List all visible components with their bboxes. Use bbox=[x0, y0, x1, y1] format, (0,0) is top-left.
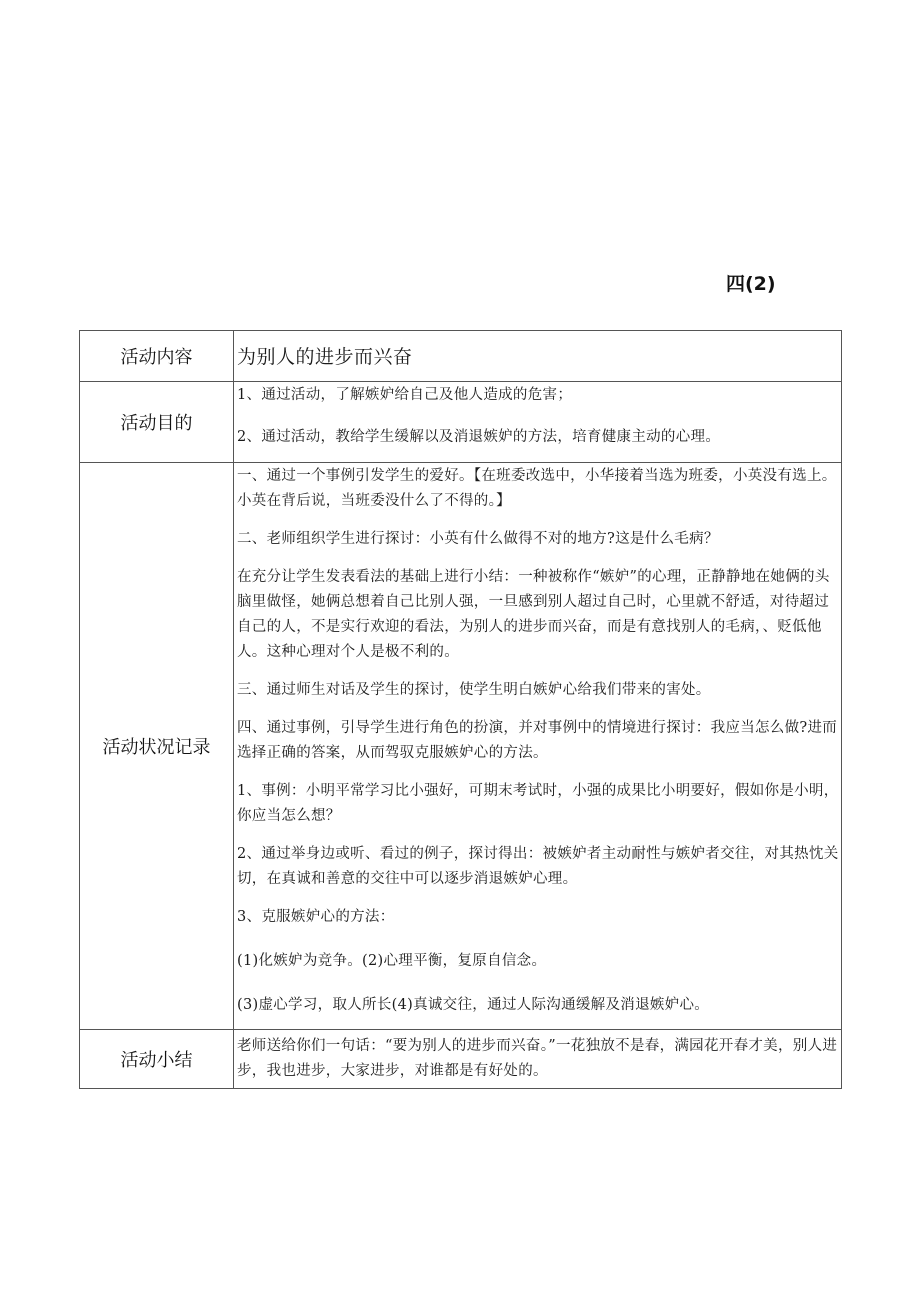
purpose-item: 1、通过活动，了解嫉妒给自己及他人造成的危害； bbox=[237, 387, 573, 403]
row-activity-purpose bbox=[80, 382, 842, 463]
label-activity-purpose: 活动目的 bbox=[80, 382, 234, 463]
record-paragraph: 一、通过一个事例引发学生的爱好。【在班委改选中，小华接着当选为班委，小英没有选上。小英在背后说，当班委没什么了不得的。】 bbox=[237, 468, 837, 509]
purpose-item: 2、通过活动，教给学生缓解以及消退嫉妒的方法，培育健康主动的心理。 bbox=[237, 429, 721, 445]
class-label: 四(2) bbox=[726, 273, 776, 295]
value-activity-summary bbox=[234, 1030, 842, 1089]
record-paragraph: 2、通过举身边或听、看过的例子，探讨得出：被嫉妒者主动耐性与嫉妒者交往，对其热忱关切，在真诚和善意的交往中可以逐步消退嫉妒心理。 bbox=[237, 846, 839, 887]
record-paragraph: 三、通过师生对话及学生的探讨，使学生明白嫉妒心给我们带来的害处。 bbox=[237, 682, 711, 698]
row-activity-content bbox=[80, 331, 842, 382]
record-paragraph: 在充分让学生发表看法的基础上进行小结：一种被称作“嫉妒”的心理，正静静地在她俩的头脑里做怪，她俩总想着自己比别人强，一旦感到别人超过自己时，心里就不舒适，对待超过自己的人，不是实行欢迎的看法，为别人的进步而兴奋，而是有意找别人的毛病，、贬低他人。这种心理对个人是极不利的。 bbox=[237, 569, 830, 660]
record-paragraph: 二、老师组织学生进行探讨：小英有什么做得不对的地方?这是什么毛病？ bbox=[237, 531, 719, 547]
value-activity-record bbox=[234, 463, 842, 1030]
record-paragraph: 3、克服嫉妒心的方法： bbox=[237, 909, 395, 925]
label-activity-record: 活动状况记录 bbox=[80, 463, 234, 1030]
record-paragraph: 1、事例：小明平常学习比小强好，可期末考试时，小强的成果比小明要好，假如你是小明，你应当怎么想？ bbox=[237, 783, 839, 824]
summary-text: 老师送给你们一句话：“要为别人的进步而兴奋。”一花独放不是春，满园花开春才美，别人进步，我也进步，大家进步，对谁都是有好处的。 bbox=[237, 1038, 838, 1079]
value-activity-content bbox=[234, 331, 842, 382]
activity-plan-table bbox=[79, 330, 842, 1089]
record-paragraph: (1)化嫉妒为竞争。(2)心理平衡，复原自信念。 bbox=[237, 953, 547, 969]
label-activity-content: 活动内容 bbox=[80, 331, 234, 382]
value-activity-purpose bbox=[234, 382, 842, 463]
row-activity-record bbox=[80, 463, 842, 1030]
record-paragraph: (3)虚心学习，取人所长(4)真诚交往，通过人际沟通缓解及消退嫉妒心。 bbox=[237, 997, 710, 1013]
label-activity-summary: 活动小结 bbox=[80, 1030, 234, 1089]
record-paragraph: 四、通过事例，引导学生进行角色的扮演，并对事例中的情境进行探讨：我应当怎么做?进而选择正确的答案，从而驾驭克服嫉妒心的方法。 bbox=[237, 720, 838, 761]
row-activity-summary bbox=[80, 1030, 842, 1089]
activity-title: 为别人的进步而兴奋 bbox=[237, 346, 413, 368]
